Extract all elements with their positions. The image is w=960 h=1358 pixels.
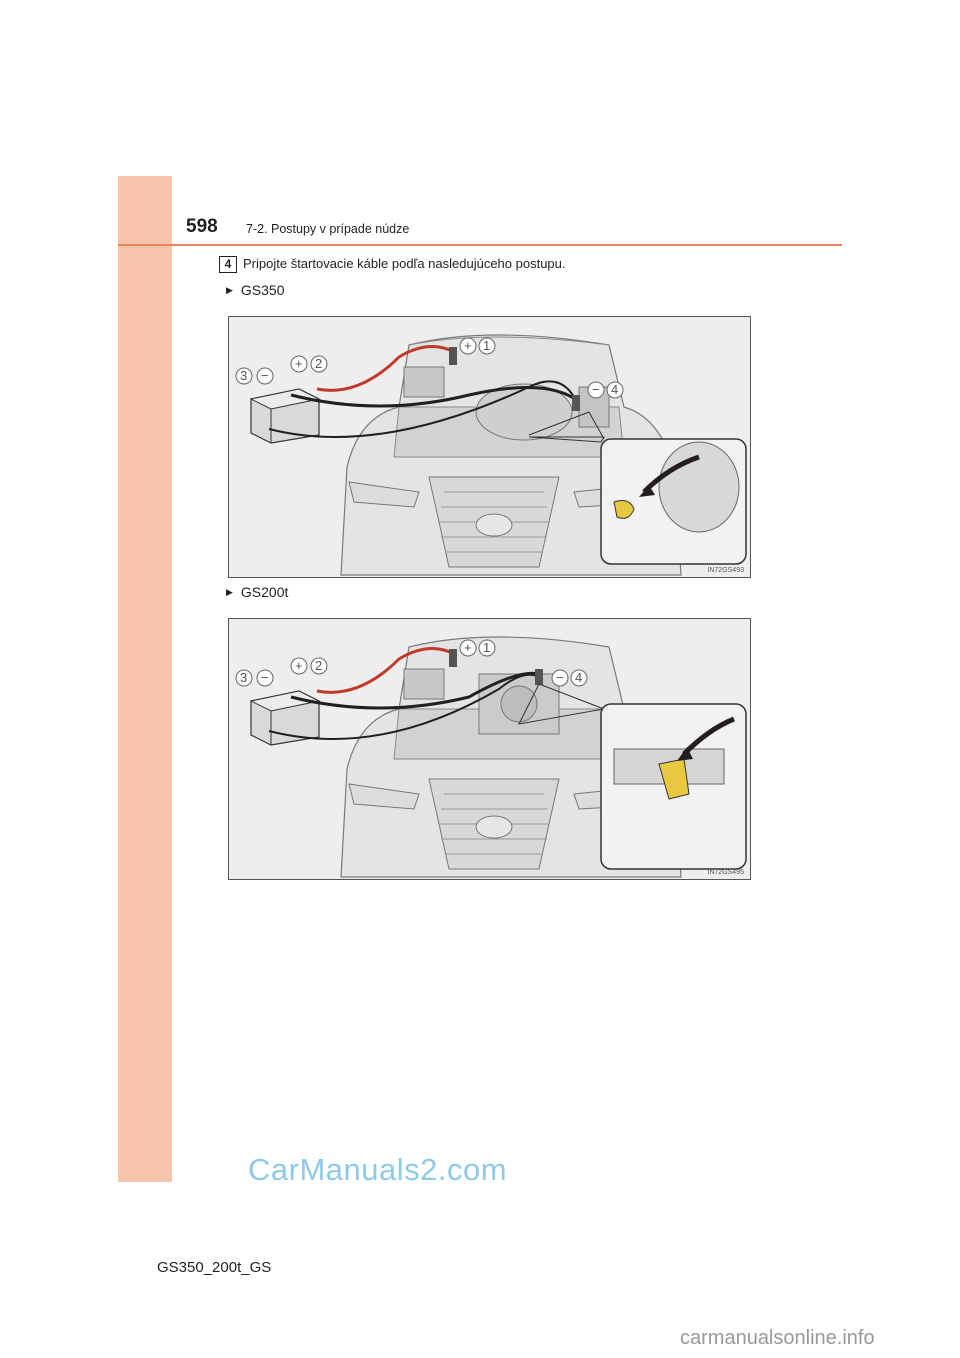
svg-text:+: + — [295, 658, 303, 673]
engine-jump-start-illustration — [229, 317, 750, 577]
model-label: GS200t — [240, 584, 289, 600]
triangle-bullet-icon: ▶ — [226, 586, 233, 597]
watermark-text: CarManuals2.com — [248, 1152, 508, 1187]
callout-2: 2 — [315, 658, 323, 673]
callout-4: 4 — [575, 670, 583, 685]
model-bullet-gs350 — [226, 282, 285, 298]
footer-site[interactable]: carmanualsonline.info — [680, 1327, 875, 1349]
header-rule — [118, 244, 842, 246]
callout-3: 3 — [240, 368, 248, 383]
svg-text:−: − — [592, 382, 600, 397]
figure-code: IN72GS493 — [707, 567, 744, 574]
svg-text:−: − — [261, 670, 269, 685]
callout-4: 4 — [611, 382, 619, 397]
svg-text:−: − — [261, 368, 269, 383]
section-title: 7-2. Postupy v prípade núdze — [246, 222, 410, 236]
chapter-sidebar — [118, 176, 172, 1182]
page-header — [186, 216, 842, 246]
callout-1: 1 — [483, 640, 491, 655]
footer-model: GS350_200t_GS — [157, 1259, 272, 1276]
figure-gs200t — [228, 618, 751, 880]
svg-text:+: + — [464, 338, 472, 353]
svg-text:+: + — [464, 640, 472, 655]
svg-text:−: − — [556, 670, 564, 685]
callout-2: 2 — [315, 356, 323, 371]
step-instruction: Pripojte štartovacie káble podľa nasledujúceho postupu. — [243, 256, 566, 271]
step-number-badge: 4 — [219, 256, 237, 273]
page-number: 598 — [186, 216, 218, 237]
callout-1: 1 — [483, 338, 491, 353]
svg-text:+: + — [295, 356, 303, 371]
model-bullet-gs200t — [226, 584, 288, 600]
figure-gs350 — [228, 316, 751, 578]
engine-jump-start-illustration — [229, 619, 750, 879]
figure-code: IN72GS495 — [707, 869, 744, 876]
triangle-bullet-icon: ▶ — [226, 284, 233, 295]
model-label: GS350 — [240, 282, 285, 298]
callout-3: 3 — [240, 670, 248, 685]
